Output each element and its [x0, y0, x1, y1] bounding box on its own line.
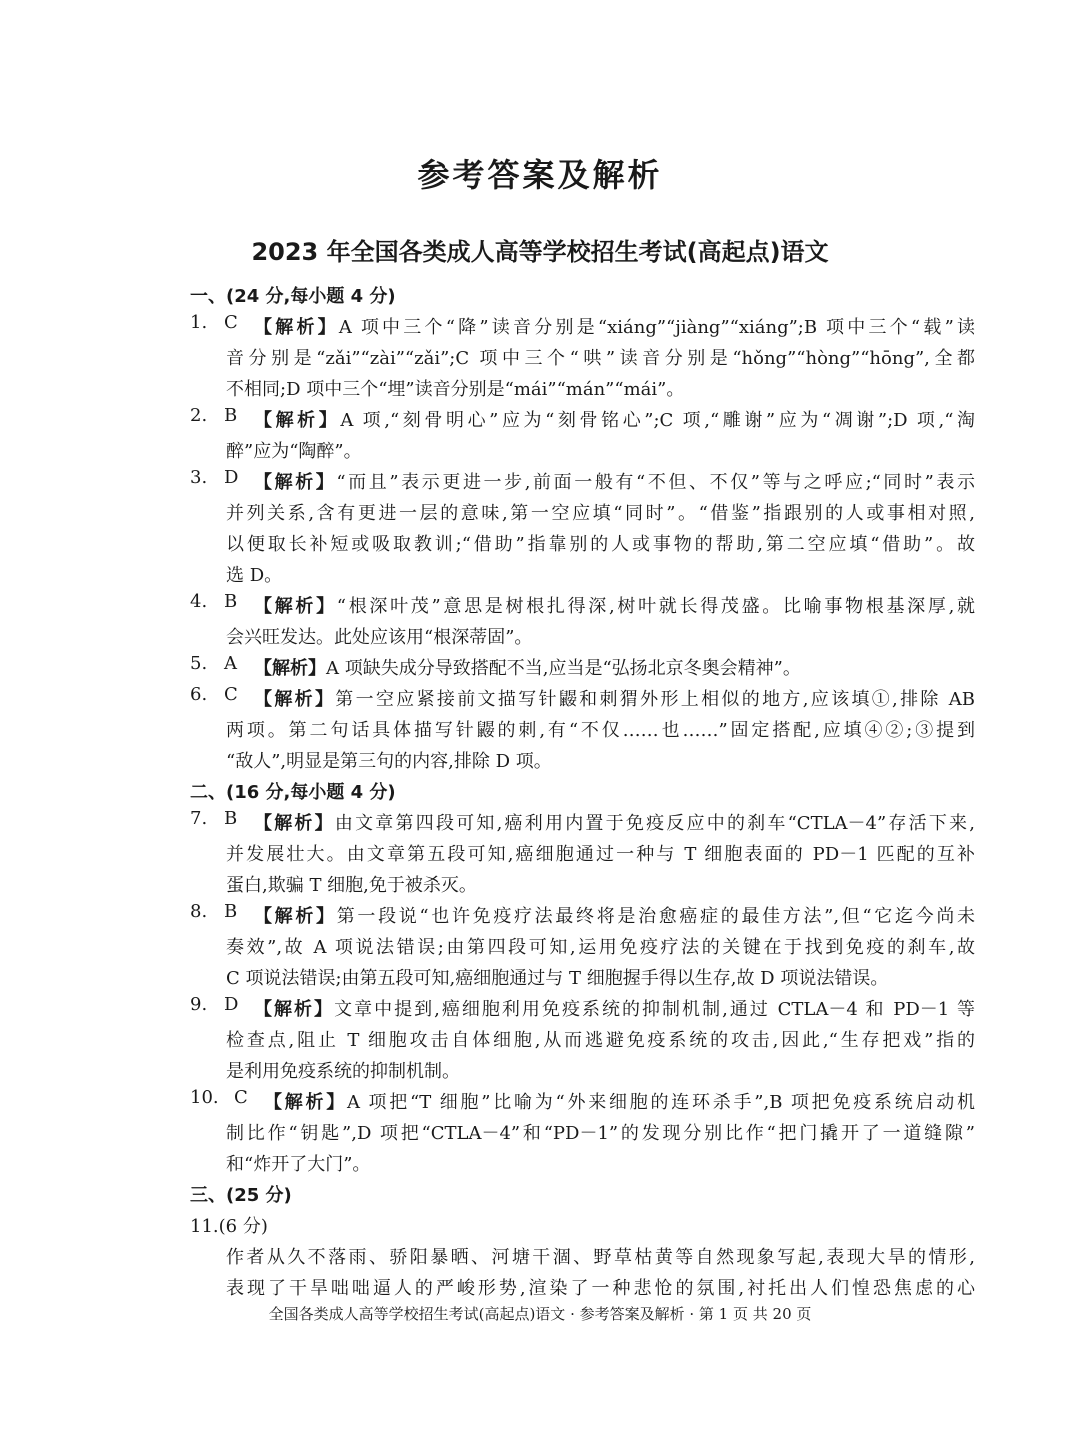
answer-item-6: [190, 684, 975, 715]
explanation-line: 【解析】文章中提到,癌细胞利用免疫系统的抑制机制,通过 CTLA－4 和 PD－1 等: [254, 999, 975, 1020]
section-heading-3: 三、(25 分): [190, 1185, 292, 1206]
item-number: 3.: [190, 467, 208, 488]
explanation-line: “敌人”,明显是第三句的内容,排除 D 项。: [226, 751, 552, 772]
section-heading-1: 一、(24 分,每小题 4 分): [190, 286, 396, 307]
explanation-line: 奏效”,故 A 项说法错误;由第四段可知,运用免疫疗法的关键在于找到免疫的刹车,故: [226, 937, 975, 958]
item-number: 10.: [190, 1087, 219, 1108]
analysis-tag: 【解析】: [254, 472, 337, 493]
explanation-line: 蛋白,欺骗 T 细胞,免于被杀灭。: [226, 875, 477, 896]
item-number: 2.: [190, 405, 208, 426]
explanation-continuation: [226, 343, 975, 405]
analysis-tag: 【解析】: [254, 906, 337, 927]
explanation-line: 制比作“钥匙”,D 项把“CTLA－4”和“PD－1”的发现分别比作“把门撬开了一道缝隙”: [226, 1123, 975, 1144]
analysis-tag: 【解析】: [264, 1092, 348, 1113]
explanation-continuation: [226, 1025, 975, 1087]
answer-item-1: [190, 312, 975, 343]
analysis-tag: 【解析】: [254, 813, 335, 834]
explanation-line: 【解析】第一段说“也许免疫疗法最终将是治愈癌症的最佳方法”,但“它迄今尚未: [254, 906, 975, 927]
explanation-line: 并发展壮大。由文章第五段可知,癌细胞通过一种与 T 细胞表面的 PD－1 匹配的互补: [226, 844, 975, 865]
body-line: 作者从久不落雨、骄阳暴晒、河塘干涸、野草枯黄等自然现象写起,表现大旱的情形,: [226, 1247, 975, 1268]
explanation-line: 【解析】A 项中三个“降”读音分别是“xiáng”“jiàng”“xiáng”;B 项中三个“载”读: [254, 317, 975, 338]
explanation-continuation: [226, 622, 975, 653]
document-title: 参考答案及解析: [417, 156, 663, 194]
explanation-line: 两项。第二句话具体描写针鼹的刺,有“不仅……也……”固定搭配,应填④②;③提到: [226, 720, 975, 741]
answer-item-10: [190, 1087, 975, 1118]
item-number: 1.: [190, 312, 208, 333]
explanation-line: 【解析】“而且”表示更进一步,前面一般有“不但、不仅”等与之呼应;“同时”表示: [254, 472, 975, 493]
item-answer: C: [224, 312, 238, 333]
answer-content: [190, 281, 975, 1304]
analysis-tag: 【解析】: [254, 658, 326, 679]
answer-item-5: [190, 653, 975, 684]
explanation-continuation: [226, 839, 975, 901]
explanation-line: 【解析】由文章第四段可知,癌利用内置于免疫反应中的刹车“CTLA－4”存活下来,: [254, 813, 975, 834]
explanation-line: 【解析】A 项,“刻骨明心”应为“刻骨铭心”;C 项,“雕谢”应为“凋谢”;D 项,“淘: [254, 410, 975, 431]
explanation-line: 选 D。: [226, 565, 283, 586]
explanation-line: 【解析】A 项把“T 细胞”比喻为“外来细胞的连环杀手”,B 项把免疫系统启动机: [264, 1092, 975, 1113]
explanation-continuation: [226, 715, 975, 777]
explanation-line: 【解析】第一空应紧接前文描写针鼹和刺猬外形上相似的地方,应该填①,排除 AB: [254, 689, 975, 710]
explanation-line: 以便取长补短或吸取教训;“借助”指靠别的人或事物的帮助,第二空应填“借助”。故: [226, 534, 975, 555]
explanation-continuation: [226, 498, 975, 591]
item-answer: D: [224, 467, 239, 488]
explanation-line: 是利用免疫系统的抑制机制。: [226, 1061, 460, 1082]
answer-item-9: [190, 994, 975, 1025]
explanation-line: 不相同;D 项中三个“埋”读音分别是“mái”“mán”“mái”。: [226, 379, 685, 400]
item-answer: B: [224, 808, 238, 829]
answer-item-8: [190, 901, 975, 932]
item-number: 5.: [190, 653, 208, 674]
explanation-line: C 项说法错误;由第五段可知,癌细胞通过与 T 细胞握手得以生存,故 D 项说法错误。: [226, 968, 889, 989]
item-11-label: 11.(6 分): [190, 1216, 268, 1237]
page-footer: 全国各类成人高等学校招生考试(高起点)语文 · 参考答案及解析 · 第 1 页 共 20 页: [268, 1305, 812, 1323]
answer-item-3: [190, 467, 975, 498]
item-number: 8.: [190, 901, 208, 922]
item-answer: C: [234, 1087, 248, 1108]
item-number: 6.: [190, 684, 208, 705]
answer-item-4: [190, 591, 975, 622]
item-answer: A: [224, 653, 237, 674]
body-line: 表现了干旱咄咄逼人的严峻形势,渲染了一种悲怆的氛围,衬托出人们惶恐焦虑的心: [226, 1278, 975, 1299]
item-number: 9.: [190, 994, 208, 1015]
answer-item-7: [190, 808, 975, 839]
analysis-tag: 【解析】: [254, 317, 339, 338]
section-heading-2: 二、(16 分,每小题 4 分): [190, 782, 396, 803]
explanation-continuation: [226, 932, 975, 994]
item-answer: B: [224, 591, 238, 612]
item-11-body: [226, 1242, 975, 1304]
explanation-line: 和“炸开了大门”。: [226, 1154, 371, 1175]
explanation-line: 【解析】“根深叶茂”意思是树根扎得深,树叶就长得茂盛。比喻事物根基深厚,就: [254, 596, 975, 617]
explanation-line: 检查点,阻止 T 细胞攻击自体细胞,从而逃避免疫系统的攻击,因此,“生存把戏”指的: [226, 1030, 975, 1051]
explanation-line: 【解析】A 项缺失成分导致搭配不当,应当是“弘扬北京冬奥会精神”。: [254, 658, 801, 679]
explanation-line: 并列关系,含有更进一层的意味,第一空应填“同时”。“借鉴”指跟别的人或事相对照,: [226, 503, 975, 524]
exam-title: 2023 年全国各类成人高等学校招生考试(高起点)语文: [251, 238, 829, 266]
item-answer: C: [224, 684, 238, 705]
analysis-tag: 【解析】: [254, 999, 335, 1020]
item-answer: B: [224, 901, 238, 922]
item-answer: D: [224, 994, 239, 1015]
analysis-tag: 【解析】: [254, 689, 336, 710]
analysis-tag: 【解析】: [254, 410, 341, 431]
item-number: 4.: [190, 591, 208, 612]
analysis-tag: 【解析】: [254, 596, 337, 617]
explanation-line: 音分别是“zǎi”“zài”“zǎi”;C 项中三个“哄”读音分别是“hǒng”“hòng”“hōng”,全都: [226, 348, 975, 369]
item-explanation: [254, 312, 975, 343]
answer-item-2: [190, 405, 975, 436]
item-answer: B: [224, 405, 238, 426]
explanation-continuation: [226, 1118, 975, 1180]
explanation-line: 醉”应为“陶醉”。: [226, 441, 362, 462]
item-number: 7.: [190, 808, 208, 829]
explanation-continuation: [226, 436, 975, 467]
explanation-line: 会兴旺发达。此处应该用“根深蒂固”。: [226, 627, 533, 648]
